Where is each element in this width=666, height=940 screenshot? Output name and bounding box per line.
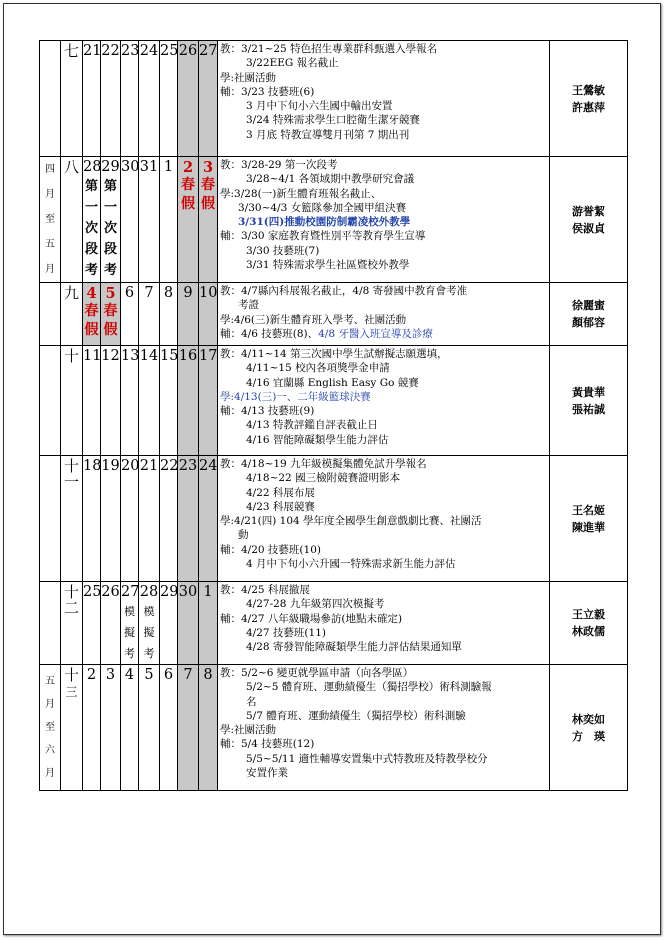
day-number: 28 xyxy=(139,584,159,600)
week-row xyxy=(40,665,628,791)
dental-outreach-highlight: 4/8 牙醫入班宣導及診療 xyxy=(318,327,433,340)
day-cell: 3 xyxy=(101,665,121,791)
event-line: 4/16 宜蘭縣 English Easy Go 競賽 xyxy=(246,376,419,389)
month-label: 四 月 至 五 月 xyxy=(45,164,55,275)
spring-break-label: 春 假 xyxy=(103,303,118,338)
spring-break-label: 春 假 xyxy=(84,303,99,338)
day-cell: 5 xyxy=(139,665,160,791)
mock-exam-label: 模 擬 考 xyxy=(124,605,135,660)
month-label: 五 月 至 六 月 xyxy=(45,676,55,779)
day-cell: 6 xyxy=(160,665,178,791)
week-row xyxy=(40,157,628,283)
event-line: 4/27 技藝班(11) xyxy=(246,626,326,639)
event-line: 教：4/18~19 九年級模擬集體免試升學報名 xyxy=(220,458,427,470)
day-cell: 25 xyxy=(160,41,178,157)
day-cell: 2 xyxy=(83,665,101,791)
event-line: 學:社團活動 xyxy=(220,71,277,84)
weekend-day-cell: 26 xyxy=(178,41,199,157)
weekend-day-cell: 23 xyxy=(178,456,199,582)
week-cell: 九 xyxy=(61,283,83,346)
month-cell xyxy=(40,157,61,283)
day-cell: 13 xyxy=(121,346,139,456)
events-cell xyxy=(218,582,550,665)
spring-break-label: 春 假 xyxy=(181,177,195,212)
events-cell xyxy=(218,456,550,582)
day-number: 2 xyxy=(182,159,194,176)
day-cell xyxy=(139,582,160,665)
event-line: 名 xyxy=(246,695,257,708)
exam-label: 第 一 次 段 考 xyxy=(103,179,117,278)
day-cell: 6 xyxy=(121,283,139,346)
day-cell: 23 xyxy=(121,41,139,157)
day-cell: 12 xyxy=(101,346,121,456)
event-line: 動 xyxy=(238,529,249,542)
day-cell: 19 xyxy=(101,456,121,582)
event-line: 5/7 體育班、運動績優生（獨招學校）術科測驗 xyxy=(246,709,466,722)
event-line: 教：4/25 科展撤展 xyxy=(220,584,310,596)
week-row xyxy=(40,41,628,157)
day-cell: 21 xyxy=(83,41,101,157)
week-cell: 八 xyxy=(61,157,83,283)
staff-name: 游誉絜 xyxy=(572,204,605,218)
event-line: 3/24 特殊需求學生口腔衛生潔牙競賽 xyxy=(246,114,420,127)
mock-exam-label: 模 擬 考 xyxy=(143,605,155,660)
weekend-day-cell: 16 xyxy=(178,346,199,456)
day-number: 29 xyxy=(101,159,120,175)
staff-name: 林奕如 xyxy=(572,712,605,726)
staff-cell xyxy=(550,665,628,791)
staff-cell xyxy=(550,41,628,157)
staff-name: 陳進華 xyxy=(572,520,605,534)
event-line: 學:3/28(一)新生體育班報名截止、 xyxy=(220,187,382,200)
weekend-day-cell: 17 xyxy=(199,346,218,456)
week-label: 十 一 xyxy=(63,457,79,491)
staff-name: 黃貴華 xyxy=(572,385,605,399)
event-line: 4/13 特教評鑑自評表截止日 xyxy=(246,419,378,432)
staff-name: 張祐誠 xyxy=(572,402,605,416)
day-cell: 1 xyxy=(160,157,178,283)
staff-cell xyxy=(550,283,628,346)
day-cell: 26 xyxy=(101,582,121,665)
day-number: 3 xyxy=(202,159,214,176)
event-line: 5/5~5/11 適性輔導安置集中式特教班及特教學校分 xyxy=(246,752,488,765)
spring-break-label: 春 假 xyxy=(201,177,215,212)
staff-cell xyxy=(550,582,628,665)
day-number: 4 xyxy=(86,285,97,302)
event-line: 4/23 科展競賽 xyxy=(246,500,315,513)
week-cell xyxy=(61,665,83,791)
weekend-day-cell: 1 xyxy=(199,582,218,665)
staff-name: 顏郁容 xyxy=(572,316,605,329)
day-cell: 20 xyxy=(121,456,139,582)
event-line: 3/28~4/1 各領域期中教學研究會議 xyxy=(246,173,415,186)
month-cell xyxy=(40,582,61,665)
event-line: 學:4/21(四) 104 學年度全國學生創意戲劇比賽、社團活 xyxy=(220,515,482,528)
school-calendar-table xyxy=(39,40,628,791)
event-line: 4/16 智能障礙類學生能力評估 xyxy=(246,433,389,446)
exam-label: 第 一 次 段 考 xyxy=(84,179,98,278)
event-line: 學:4/13(三)一、二年級籃球決賽 xyxy=(220,390,371,403)
staff-name: 許惠萍 xyxy=(572,100,605,114)
day-cell: 25 xyxy=(83,582,101,665)
event-line: 教：4/7縣內科展報名截止，4/8 寄發國中教育會考准 xyxy=(220,285,468,297)
staff-cell xyxy=(550,456,628,582)
event-line: 輔：5/4 技藝班(12) xyxy=(220,738,315,751)
weekend-day-cell: 27 xyxy=(199,41,218,157)
week-row xyxy=(40,283,628,346)
event-line: 4/28 寄發智能障礙類學生能力評估結果通知單 xyxy=(246,641,462,654)
event-line: 3/30~4/3 女籃隊參加全國甲組決賽 xyxy=(238,201,407,214)
event-line: 輔：4/13 技藝班(9) xyxy=(220,405,315,418)
week-row xyxy=(40,582,628,665)
week-row xyxy=(40,456,628,582)
day-number: 28 xyxy=(83,159,102,175)
weekend-day-cell: 24 xyxy=(199,456,218,582)
event-line: 教：5/2~6 變更就學區申請（向各學區） xyxy=(220,667,414,679)
day-cell xyxy=(83,157,101,283)
staff-cell xyxy=(550,346,628,456)
event-line: 5/2~5 體育班、運動績優生（獨招學校）術科測驗報 xyxy=(246,681,492,694)
event-line: 安置作業 xyxy=(246,767,288,780)
event-line: 輔：4/20 技藝班(10) xyxy=(220,543,321,556)
month-cell xyxy=(40,283,61,346)
event-line: 輔：3/23 技藝班(6) xyxy=(220,85,315,98)
holiday-day-cell xyxy=(178,157,199,283)
staff-name: 王鶯敏 xyxy=(572,83,605,97)
weekend-day-cell: 8 xyxy=(199,665,218,791)
events-cell xyxy=(218,157,550,283)
staff-name: 王名姬 xyxy=(572,503,605,517)
day-cell: 22 xyxy=(160,456,178,582)
event-line: 4/18~22 國三檢附競賽證明影本 xyxy=(246,472,401,485)
events-cell xyxy=(218,665,550,791)
weekend-day-cell: 7 xyxy=(178,665,199,791)
day-cell: 15 xyxy=(160,346,178,456)
weekend-day-cell: 30 xyxy=(178,582,199,665)
day-number: 27 xyxy=(121,584,140,600)
event-line: 4/27-28 九年級第四次模擬考 xyxy=(246,598,385,611)
event-line: 輔：4/27 八年級職場參訪(地點未確定) xyxy=(220,612,403,625)
week-cell: 十 xyxy=(61,346,83,456)
event-line: 輔：4/6 技藝班(8)、4/8 牙醫入班宣導及診療 xyxy=(220,327,433,340)
day-cell: 24 xyxy=(139,41,160,157)
event-line: 3/22EEG 報名截止 xyxy=(246,57,339,70)
events-cell xyxy=(218,41,550,157)
events-cell xyxy=(218,283,550,346)
day-cell: 31 xyxy=(139,157,160,283)
day-cell: 30 xyxy=(121,157,139,283)
event-line: 教：3/21~25 特色招生專業群科甄選入學報名 xyxy=(220,43,438,55)
event-line: 4/22 科展布展 xyxy=(246,486,315,499)
week-cell xyxy=(61,456,83,582)
staff-name: 林政儒 xyxy=(572,625,605,638)
day-cell: 4 xyxy=(121,665,139,791)
day-cell: 21 xyxy=(139,456,160,582)
event-line: 3/31 特殊需求學生社區暨校外教學 xyxy=(246,259,410,272)
staff-name: 方 瑛 xyxy=(572,729,605,743)
week-row xyxy=(40,346,628,456)
day-cell: 22 xyxy=(101,41,121,157)
events-cell xyxy=(218,346,550,456)
month-cell xyxy=(40,346,61,456)
staff-cell xyxy=(550,157,628,283)
staff-name: 王立毅 xyxy=(572,608,605,621)
holiday-day-cell xyxy=(83,283,101,346)
event-line: 教：4/11~14 第三次國中學生試辦擬志願選填， xyxy=(220,348,448,360)
day-number: 5 xyxy=(105,285,116,302)
event-line: 考證 xyxy=(238,299,259,312)
day-cell xyxy=(121,582,139,665)
month-cell xyxy=(40,665,61,791)
event-line: 3/31(四)推動校園防制霸凌校外教學 xyxy=(238,216,411,229)
event-line: 3/30 技藝班(7) xyxy=(246,244,320,257)
event-line: 4 月中下旬小六升國一特殊需求新生能力評估 xyxy=(246,558,456,571)
weekend-day-cell: 10 xyxy=(199,283,218,346)
day-cell: 8 xyxy=(160,283,178,346)
holiday-day-cell xyxy=(101,283,121,346)
event-line: 3 月中下旬小六生國中輸出安置 xyxy=(246,100,393,113)
event-line: 學:社團活動 xyxy=(220,724,277,737)
day-cell xyxy=(101,157,121,283)
staff-name: 徐麗蜜 xyxy=(572,299,605,312)
week-label: 十 三 xyxy=(63,666,79,699)
week-cell xyxy=(61,582,83,665)
holiday-day-cell xyxy=(199,157,218,283)
day-cell: 29 xyxy=(160,582,178,665)
day-cell: 11 xyxy=(83,346,101,456)
day-cell: 14 xyxy=(139,346,160,456)
staff-name: 侯淑貞 xyxy=(572,221,605,235)
day-cell: 7 xyxy=(139,283,160,346)
month-cell xyxy=(40,456,61,582)
day-cell: 18 xyxy=(83,456,101,582)
event-line: 學:4/6(三)新生體育班入學考、社團活動 xyxy=(220,313,407,326)
week-label: 十 二 xyxy=(63,583,79,617)
weekend-day-cell: 9 xyxy=(178,283,199,346)
calendar-body xyxy=(40,41,628,791)
event-line: 3 月底 特教宣導雙月刊第 7 期出刊 xyxy=(246,128,410,141)
event-line: 教：3/28-29 第一次段考 xyxy=(220,159,338,171)
week-cell: 七 xyxy=(61,41,83,157)
event-line: 4/11~15 校內各項獎學金申請 xyxy=(246,362,390,375)
month-cell xyxy=(40,41,61,157)
event-line: 輔：3/30 家庭教育暨性別平等教育學生宣導 xyxy=(220,230,426,243)
